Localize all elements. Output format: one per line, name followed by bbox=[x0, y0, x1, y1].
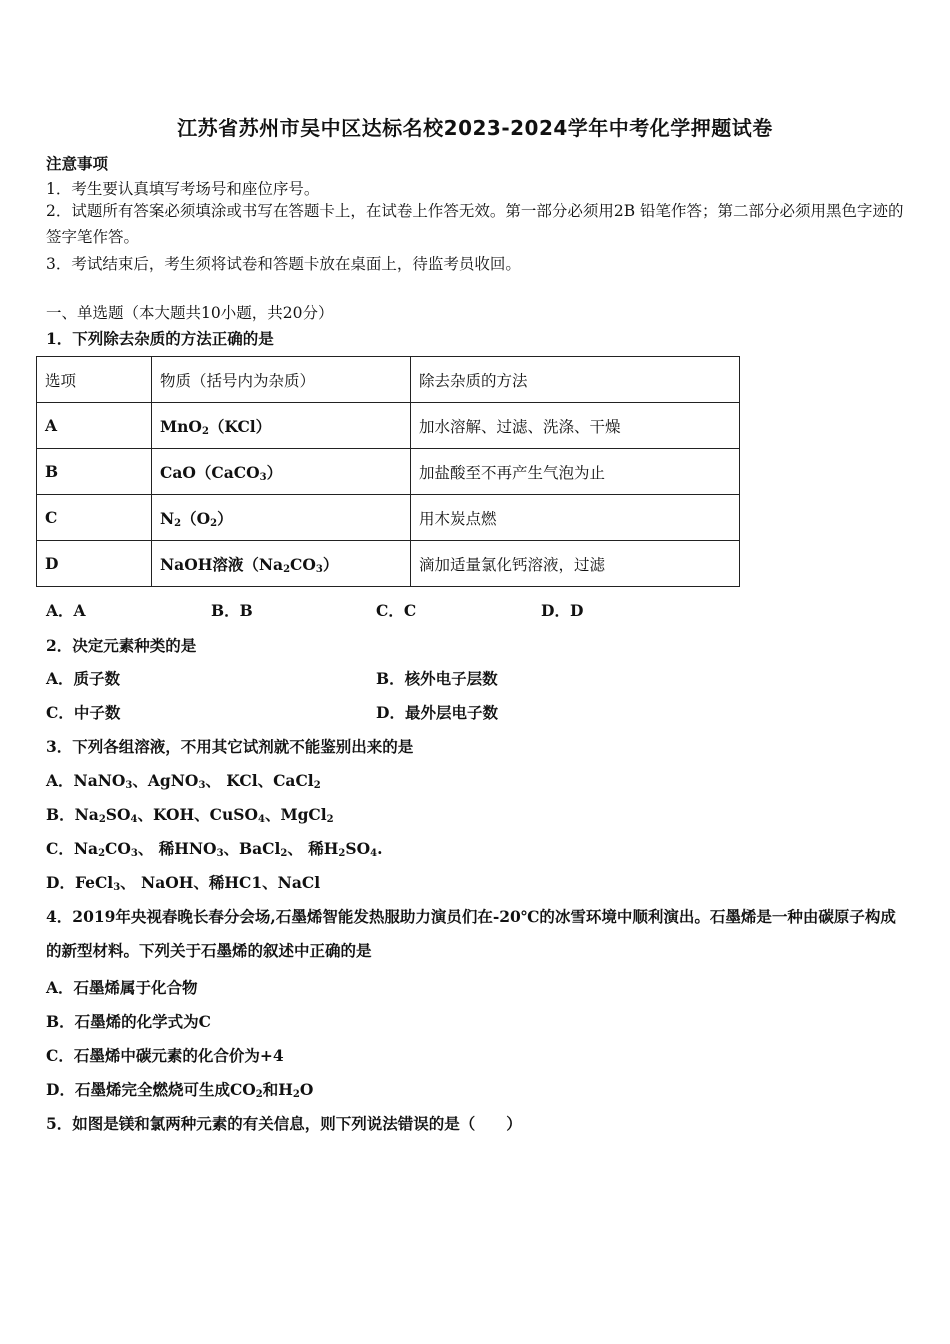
table-row bbox=[37, 449, 740, 495]
table-cell-substance: CaO（CaCO$_3$） bbox=[152, 449, 411, 495]
table-row bbox=[37, 541, 740, 587]
notice-item-3: 3．考试结束后，考生须将试卷和答题卡放在桌面上，待监考员收回。 bbox=[46, 255, 521, 273]
table-cell-method: 加水溶解、过滤、洗涤、干燥 bbox=[411, 403, 740, 449]
q1-choice-d[interactable]: D．D bbox=[541, 601, 584, 620]
q2-stem: 2．决定元素种类的是 bbox=[46, 636, 197, 655]
q3-choice-a[interactable]: A．NaNO$_3$、AgNO$_3$、 KCl、CaCl$_2$ bbox=[46, 771, 321, 791]
table-cell-option: C bbox=[37, 495, 152, 541]
q1-choice-b[interactable]: B．B bbox=[211, 601, 253, 620]
table-row bbox=[37, 495, 740, 541]
q3-choice-b[interactable]: B．$Na_2SO_4$、KOH、CuSO$_4$、MgCl$_2$ bbox=[46, 805, 334, 825]
q2-choice-c[interactable]: C．中子数 bbox=[46, 703, 121, 722]
q1-stem: 1．下列除去杂质的方法正确的是 bbox=[46, 329, 274, 348]
q3-choice-c[interactable]: C．$Na_2CO_3$、 稀$HNO_3$、BaCl$_2$、 稀$H_2SO_4$. bbox=[46, 839, 383, 859]
table-header-cell: 物质（括号内为杂质） bbox=[152, 357, 411, 403]
q4-choice-b[interactable]: B．石墨烯的化学式为C bbox=[46, 1012, 211, 1031]
q4-choice-a[interactable]: A．石墨烯属于化合物 bbox=[46, 978, 198, 997]
notice-heading: 注意事项 bbox=[46, 154, 109, 173]
section-heading: 一、单选题（本大题共10小题，共20分） bbox=[46, 304, 334, 322]
notice-item-1: 1．考生要认真填写考场号和座位序号。 bbox=[46, 180, 320, 198]
table-cell-substance: $N_2(O_2)$ bbox=[152, 495, 411, 541]
table-cell-method: 滴加适量氯化钙溶液，过滤 bbox=[411, 541, 740, 587]
table-cell-substance: MnO$_2$（KCl） bbox=[152, 403, 411, 449]
table-cell-method: 加盐酸至不再产生气泡为止 bbox=[411, 449, 740, 495]
q3-stem: 3．下列各组溶液，不用其它试剂就不能鉴别出来的是 bbox=[46, 737, 414, 756]
table-cell-method: 用木炭点燃 bbox=[411, 495, 740, 541]
notice-item-2: 2．试题所有答案必须填涂或书写在答题卡上，在试卷上作答无效。第一部分必须用2B 铅笔作答；第二部分必须用黑色字迹的签字笔作答。 bbox=[46, 202, 904, 246]
table-cell-option: D bbox=[37, 541, 152, 587]
table-header-cell: 除去杂质的方法 bbox=[411, 357, 740, 403]
q2-choice-d[interactable]: D．最外层电子数 bbox=[376, 703, 498, 722]
table-header-cell: 选项 bbox=[37, 357, 152, 403]
table-header-row bbox=[37, 357, 740, 403]
q4-choice-d[interactable]: D．石墨烯完全燃烧可生成$CO_2$和$H_2O$ bbox=[46, 1080, 314, 1100]
q1-choice-c[interactable]: C．C bbox=[376, 601, 417, 620]
q4-choice-c[interactable]: C．石墨烯中碳元素的化合价为+4 bbox=[46, 1046, 284, 1065]
q4-stem: 4．2019年央视春晚长春分会场,石墨烯智能发热服助力演员们在-20℃的冰雪环境中顺利演出。石墨烯是一种由碳原子构成的新型材料。下列关于石墨烯的叙述中正确的是 bbox=[46, 907, 896, 960]
table-row bbox=[37, 403, 740, 449]
q5-stem: 5．如图是镁和氯两种元素的有关信息，则下列说法错误的是（ ） bbox=[46, 1114, 522, 1133]
page-title: 江苏省苏州市吴中区达标名校2023-2024学年中考化学押题试卷 bbox=[177, 116, 773, 140]
q2-choice-b[interactable]: B．核外电子层数 bbox=[376, 669, 498, 688]
q3-choice-d[interactable]: D．FeCl$_3$、 NaOH、稀HC1、NaCl bbox=[46, 873, 321, 893]
table-cell-substance: NaOH溶液$(Na_2CO_3)$ bbox=[152, 541, 411, 587]
q1-choice-a[interactable]: A．A bbox=[46, 601, 86, 620]
table-cell-option: A bbox=[37, 403, 152, 449]
q2-choice-a[interactable]: A．质子数 bbox=[46, 669, 121, 688]
table-cell-option: B bbox=[37, 449, 152, 495]
q1-table bbox=[36, 356, 740, 587]
